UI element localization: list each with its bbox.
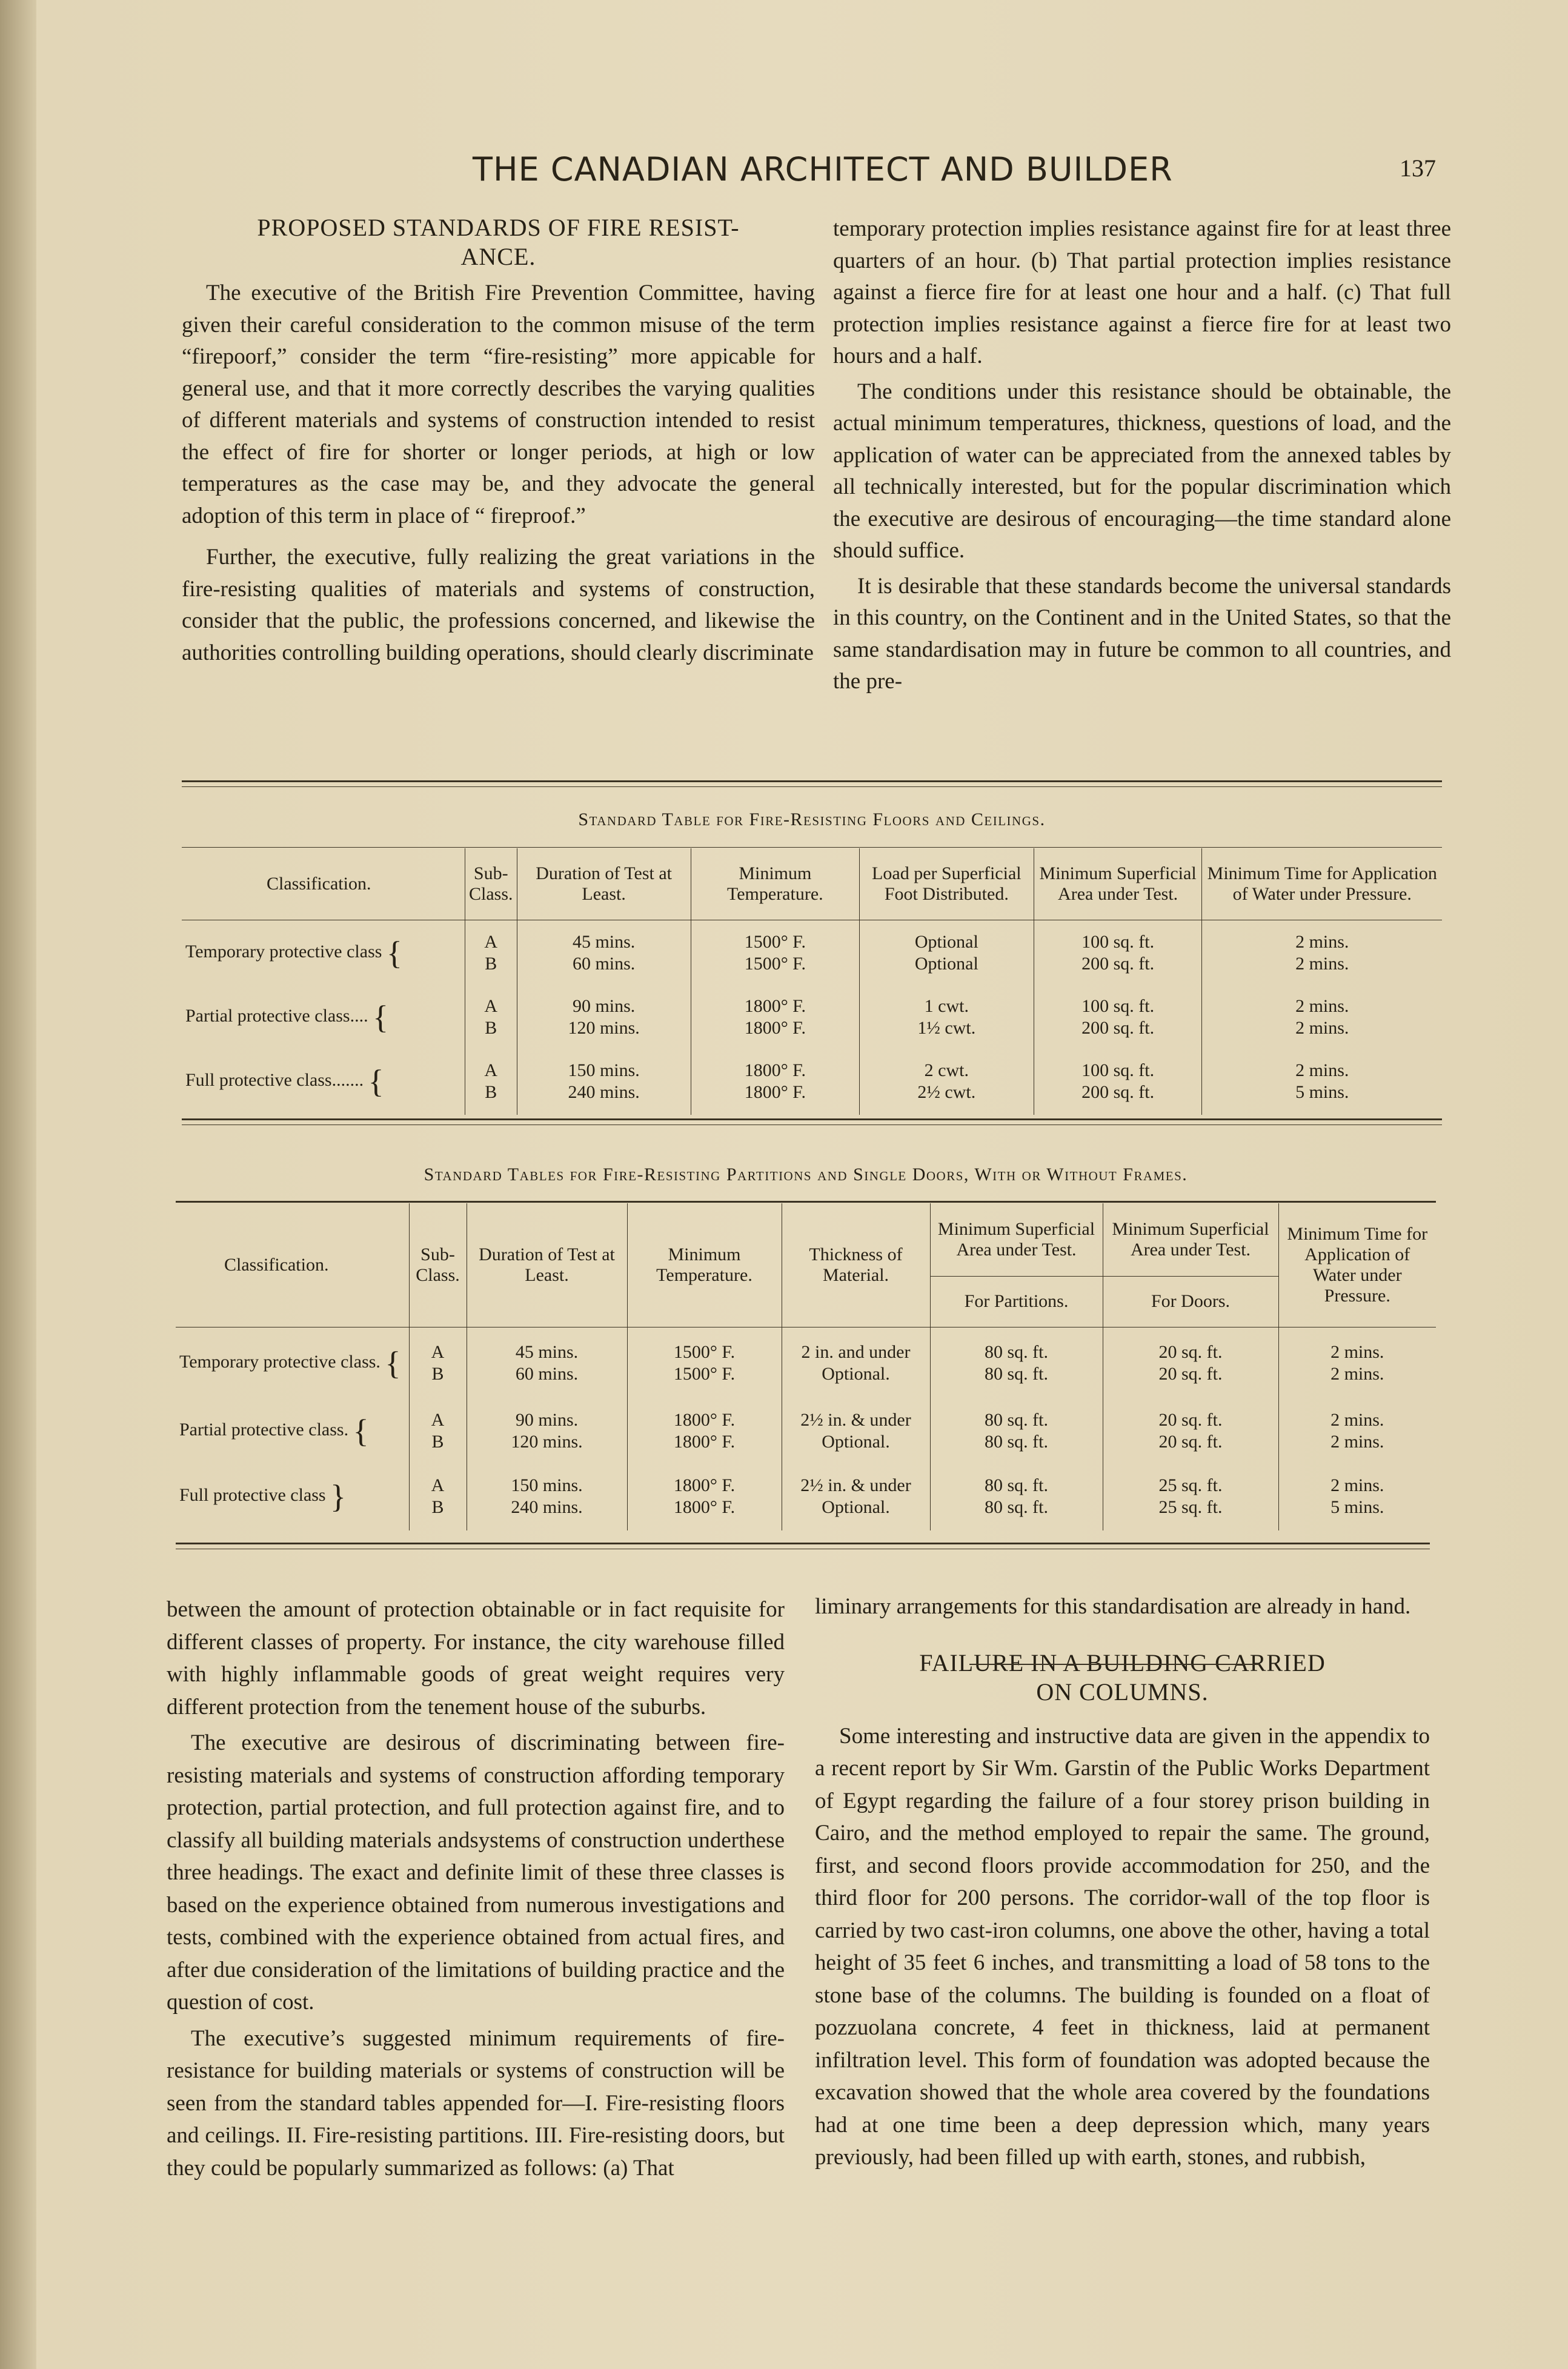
table1-cell-load: Optional Optional — [859, 920, 1034, 986]
table2-cell-duration: 90 mins. 120 mins. — [467, 1400, 627, 1463]
table2-cell-class: Temporary protective class. { — [179, 1345, 401, 1382]
table1-cell-load: 1 cwt. 1½ cwt. — [859, 986, 1034, 1048]
table1-fire-resisting-floors — [182, 848, 1442, 1115]
article1-title: PROPOSED STANDARDS OF FIRE RESIST- ANCE. — [257, 214, 740, 270]
table1-row — [182, 1048, 1442, 1115]
table2-header-classification: Classification. — [224, 1254, 329, 1275]
table2-header-water: Minimum Time for Application of Water under Pressure. — [1278, 1203, 1436, 1327]
table1-cell-duration: 90 mins. 120 mins. — [517, 986, 691, 1048]
binding-edge — [0, 0, 36, 2369]
table2-cell-duration: 45 mins. 60 mins. — [467, 1327, 627, 1400]
table1-bottom-rule — [182, 1118, 1442, 1120]
table1-header-temperature: Minimum Temperature. — [691, 848, 859, 920]
table2-cell-water: 2 mins. 5 mins. — [1278, 1463, 1436, 1530]
article1-paragraph: It is desirable that these standards become the universal standards in this country, on the Continent and in the United States, so that the same standardisation may in future be common to all countries, and the pre- — [833, 573, 1451, 694]
table2-cell-partitions: 80 sq. ft. 80 sq. ft. — [930, 1400, 1103, 1463]
table1-cell-duration: 45 mins. 60 mins. — [517, 920, 691, 986]
article1-paragraph: The executive are desirous of discriminating between fire-resisting materials and systems of construction affording temporary protection, partial protection, and full protection against fire, and to classify all building materials andsystems of construction underthese three headings. The exact and definite limit of these three classes is based on the experience obtained from numerous investigations and tests, combined with the experience obtained from actual fires, and after due consideration of the limitations of building practice and the question of cost. — [167, 1730, 785, 2015]
article1-column-left-top — [182, 213, 815, 673]
table2-cell-water: 2 mins. 2 mins. — [1278, 1400, 1436, 1463]
table2-cell-water: 2 mins. 2 mins. — [1278, 1327, 1436, 1400]
table1-header-rule — [182, 847, 1442, 848]
table1-header-load: Load per Superficial Foot Distributed. — [859, 848, 1034, 920]
table1-cell-temp: 1800° F. 1800° F. — [691, 1048, 859, 1115]
table2-cell-temp: 1800° F. 1800° F. — [627, 1400, 782, 1463]
table2-header-thickness: Thickness of Material. — [782, 1203, 930, 1327]
table2-row — [176, 1463, 1436, 1530]
table2-cell-thickness: 2 in. and under Optional. — [782, 1327, 930, 1400]
page-number: 137 — [1400, 154, 1436, 182]
article1-paragraph: Further, the executive, fully realizing the great variations in the fire-resisting qualities of materials and systems of construction, consider that the public, the professions concerned, and likewise the authorities controlling building operations, should clearly discriminate — [182, 545, 815, 665]
table2-cell-class: Partial protective class. { — [179, 1413, 369, 1450]
table1-cell-area: 100 sq. ft. 200 sq. ft. — [1034, 986, 1202, 1048]
table1-row — [182, 986, 1442, 1048]
table2-cell-temp: 1500° F. 1500° F. — [627, 1327, 782, 1400]
article2-column — [815, 1590, 1430, 2178]
table1-cell-area: 100 sq. ft. 200 sq. ft. — [1034, 1048, 1202, 1115]
table1-cell-class: Temporary protective class { — [185, 935, 402, 972]
table1-top-rule-thin — [182, 786, 1442, 787]
table1-cell-area: 100 sq. ft. 200 sq. ft. — [1034, 920, 1202, 986]
table2-cell-doors: 20 sq. ft. 20 sq. ft. — [1103, 1400, 1278, 1463]
article1-column-right-top — [833, 213, 1451, 702]
table1-cell-water: 2 mins. 2 mins. — [1202, 920, 1442, 986]
article2-title: FAILURE IN A BUILDING CARRIED ON COLUMNS. — [919, 1649, 1326, 1706]
table2-cell-partitions: 80 sq. ft. 80 sq. ft. — [930, 1463, 1103, 1530]
table2-cell-duration: 150 mins. 240 mins. — [467, 1463, 627, 1530]
table1-header-area: Minimum Superficial Area under Test. — [1034, 848, 1202, 920]
article1-paragraph: The executive’s suggested minimum requirements of fire-resistance for building materials or systems of construction will be seen from the standard tables appended for—I. Fire-resisting floors and ceilings. II. Fire-resisting partitions. III. Fire-resisting doors, but they could be popularly summarized as follows: (a) That — [167, 2025, 785, 2181]
article1-column-left-bottom — [167, 1593, 785, 2188]
table2-cell-doors: 25 sq. ft. 25 sq. ft. — [1103, 1463, 1278, 1530]
table1-caption: Standard Table for Fire-Resisting Floors and Ceilings. — [578, 809, 1046, 829]
table2-cell-sub: A B — [409, 1463, 467, 1530]
table2-header-duration: Duration of Test at Least. — [467, 1203, 627, 1327]
table1-cell-duration: 150 mins. 240 mins. — [517, 1048, 691, 1115]
table2-header-area-doors: Minimum Superficial Area under Test. — [1103, 1203, 1278, 1276]
article1-paragraph: The conditions under this resistance should be obtainable, the actual minimum temperatures, thickness, questions of load, and the application of water can be appreciated from the annexed tables by all technically interested, but for the popular discrimination which the executive are desirous of encouraging—the time standard alone should suffice. — [833, 379, 1451, 563]
table2-fire-resisting-partitions — [176, 1203, 1436, 1530]
table2-header-temperature: Minimum Temperature. — [627, 1203, 782, 1327]
table2-row — [176, 1400, 1436, 1463]
table2-cell-partitions: 80 sq. ft. 80 sq. ft. — [930, 1327, 1103, 1400]
table1-cell-water: 2 mins. 5 mins. — [1202, 1048, 1442, 1115]
table1-cell-class: Full protective class....... { — [185, 1063, 384, 1100]
table2-row — [176, 1327, 1436, 1400]
table2-cell-temp: 1800° F. 1800° F. — [627, 1463, 782, 1530]
article1-paragraph: The executive of the British Fire Prevention Committee, having given their careful consideration to the common misuse of the term “firepoorf,” consider the term “fire-resisting” more appicable for general use, and that it more correctly describes the varying qualities of different materials and systems of construction intended to resist the effect of fire for shorter or longer periods, at high or low temperatures as the case may be, and they advocate the general adoption of this term in place of “ fireproof.” — [182, 281, 815, 528]
article1-paragraph: temporary protection implies resistance against fire for at least three quarters of an hour. (b) That partial protection implies resistance against a fierce fire for at least one hour and a half. (c) That full protection implies resistance against a fierce fire for at least two hours and a half. — [833, 216, 1451, 368]
table2-cell-thickness: 2½ in. & under Optional. — [782, 1463, 930, 1530]
article1-paragraph: liminary arrangements for this standardisation are already in hand. — [815, 1594, 1411, 1619]
table1-header-water: Minimum Time for Application of Water under Pressure. — [1202, 848, 1442, 920]
table1-cell-temp: 1500° F. 1500° F. — [691, 920, 859, 986]
table2-caption: Standard Tables for Fire-Resisting Partitions and Single Doors, With or Without Frames. — [424, 1165, 1188, 1184]
table2-cell-thickness: 2½ in. & under Optional. — [782, 1400, 930, 1463]
table2-header-subclass: Sub-Class. — [409, 1203, 467, 1327]
table2-cell-sub: A B — [409, 1400, 467, 1463]
table1-cell-sub: A B — [465, 920, 517, 986]
article-separator — [969, 1664, 1260, 1665]
table2-cell-class: Full protective class } — [179, 1478, 347, 1515]
table1-cell-water: 2 mins. 2 mins. — [1202, 986, 1442, 1048]
table1-top-rule — [182, 780, 1442, 782]
table2-subheader-partitions: For Partitions. — [930, 1276, 1103, 1327]
table1-cell-sub: A B — [465, 1048, 517, 1115]
running-header: THE CANADIAN ARCHITECT AND BUILDER — [473, 150, 1173, 188]
table1-row — [182, 920, 1442, 986]
table2-cell-doors: 20 sq. ft. 20 sq. ft. — [1103, 1327, 1278, 1400]
table1-header-classification: Classification. — [267, 873, 371, 894]
table1-header-duration: Duration of Test at Least. — [517, 848, 691, 920]
table1-cell-sub: A B — [465, 986, 517, 1048]
table2-top-rule — [176, 1201, 1436, 1203]
article1-paragraph: between the amount of protection obtainable or in fact requisite for different classes of property. For instance, the city warehouse filled with highly inflammable goods of great weight requires very different protection from the tenement house of the suburbs. — [167, 1597, 785, 1719]
table1-cell-temp: 1800° F. 1800° F. — [691, 986, 859, 1048]
article2-paragraph: Some interesting and instructive data are given in the appendix to a recent report by Sir Wm. Garstin of the Public Works Department of Egypt regarding the failure of a four storey prison building in Cairo, and the method employed to repair the same. The ground, first, and second floors provide accommodation for 250, and the third floor for 200 persons. The corridor-wall of the top floor is carried by two cast-iron columns, one above the other, having a total height of 35 feet 6 inches, and transmitting a load of 58 tons to the stone base of the columns. The building is founded on a float of pozzuolana concrete, 4 feet in thickness, laid at permanent infiltration level. This form of foundation was adopted because the excavation showed that the whole area covered by the foundations had at one time been a deep depression which, many years previously, had been filled up with earth, stones, and rubbish, — [815, 1723, 1430, 2170]
table1-header-subclass: Sub-Class. — [465, 848, 517, 920]
table1-cell-load: 2 cwt. 2½ cwt. — [859, 1048, 1034, 1115]
table2-bottom-rule — [176, 1543, 1430, 1544]
table1-cell-class: Partial protective class.... { — [185, 999, 388, 1036]
table2-header-area-partitions: Minimum Superficial Area under Test. — [930, 1203, 1103, 1276]
table2-subheader-doors: For Doors. — [1103, 1276, 1278, 1327]
table2-cell-sub: A B — [409, 1327, 467, 1400]
